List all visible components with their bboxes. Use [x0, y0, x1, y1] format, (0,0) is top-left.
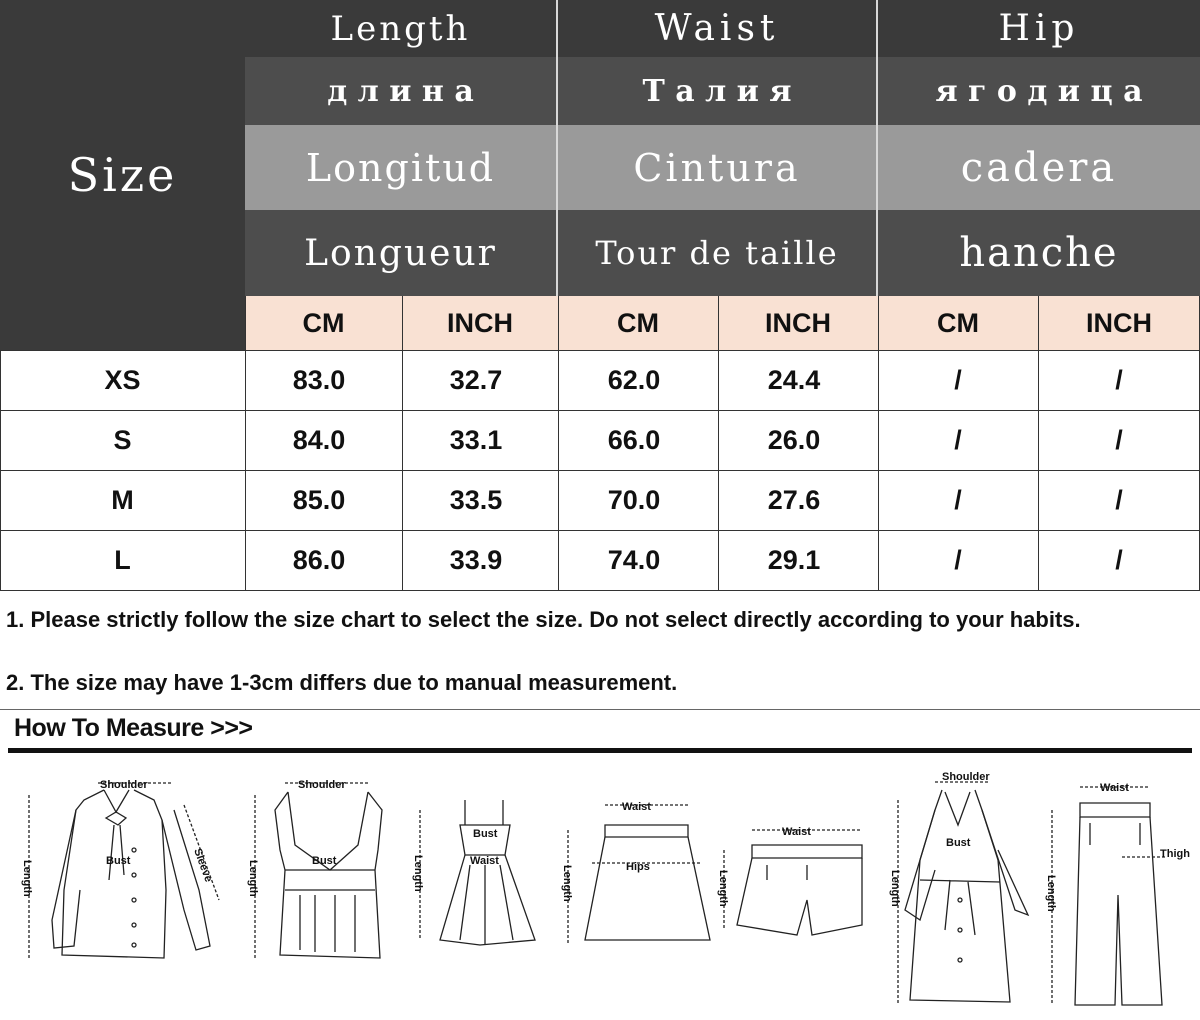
- length-header-fr: Longueur: [245, 210, 558, 296]
- label-bust: Bust: [946, 837, 971, 849]
- value-cell: 26.0: [767, 424, 821, 455]
- shorts-figure: [712, 820, 872, 950]
- grid-line: [0, 350, 1200, 351]
- grid-line: [0, 590, 1200, 591]
- value-cell: 33.1: [449, 424, 503, 455]
- value-cell: 74.0: [607, 544, 661, 575]
- hip-header-ru: я г о д и ц а: [878, 57, 1200, 125]
- label-thigh: Thigh: [1160, 848, 1190, 860]
- value-cell: 70.0: [607, 484, 661, 515]
- label-hips: Hips: [626, 861, 650, 873]
- value-cell: 27.6: [767, 484, 821, 515]
- value-cell: /: [1115, 424, 1123, 455]
- unit-hip-inch: INCH: [1038, 296, 1200, 350]
- value-cell: 24.4: [767, 364, 821, 395]
- size-header: Size: [0, 0, 245, 350]
- label-waist: Waist: [470, 855, 499, 867]
- value-cell: 83.0: [292, 364, 346, 395]
- size-cell: S: [113, 424, 132, 455]
- hip-header-fr: hanche: [878, 210, 1200, 296]
- grid-line: [402, 296, 403, 590]
- tank-top-figure: [240, 770, 390, 970]
- trousers-figure: [1040, 775, 1198, 1010]
- value-cell: /: [1115, 544, 1123, 575]
- grid-line: [0, 410, 1200, 411]
- note-1: 1. Please strictly follow the size chart to select the size. Do not select directly according to your habits.: [6, 607, 1081, 632]
- unit-length-inch: INCH: [402, 296, 558, 350]
- shorts-icon: [712, 820, 872, 950]
- size-cell: XS: [104, 364, 141, 395]
- coat-icon: [880, 770, 1040, 1010]
- grid-line: [245, 296, 246, 590]
- waist-header-fr: Tour de taille: [558, 210, 878, 296]
- value-cell: 84.0: [292, 424, 346, 455]
- length-header-en: Length: [245, 0, 558, 57]
- label-bust: Bust: [312, 855, 337, 867]
- label-length: Length: [21, 860, 33, 897]
- grid-line: [0, 350, 1, 590]
- trousers-icon: [1040, 775, 1198, 1010]
- blouse-figure: [14, 770, 234, 970]
- tank-top-icon: [240, 770, 390, 970]
- notes-divider: [0, 709, 1200, 710]
- value-cell: 33.5: [449, 484, 503, 515]
- unit-length-cm: CM: [245, 296, 402, 350]
- grid-line: [1038, 296, 1039, 590]
- label-bust: Bust: [473, 828, 498, 840]
- label-shoulder: Shoulder: [298, 779, 346, 791]
- blouse-icon: [14, 770, 234, 970]
- value-cell: /: [954, 424, 962, 455]
- unit-hip-cm: CM: [878, 296, 1038, 350]
- label-shoulder: Shoulder: [100, 779, 148, 791]
- value-cell: 29.1: [767, 544, 821, 575]
- unit-waist-inch: INCH: [718, 296, 878, 350]
- skirt-figure: [560, 795, 710, 955]
- size-cell: L: [114, 544, 131, 575]
- hip-header-en: Hip: [878, 0, 1200, 57]
- skirt-icon: [560, 795, 710, 955]
- label-waist: Waist: [622, 801, 651, 813]
- value-cell: /: [954, 544, 962, 575]
- label-length: Length: [561, 865, 573, 902]
- label-length: Length: [247, 860, 259, 897]
- size-cell: M: [111, 484, 134, 515]
- label-bust: Bust: [106, 855, 131, 867]
- value-cell: 86.0: [292, 544, 346, 575]
- label-shoulder: Shoulder: [942, 771, 990, 783]
- label-sleeve: Sleeve: [191, 846, 215, 884]
- grid-line: [0, 530, 1200, 531]
- label-length: Length: [412, 855, 424, 892]
- label-length: Length: [1045, 875, 1057, 912]
- how-to-measure-title: How To Measure >>>: [14, 714, 253, 742]
- label-length: Length: [717, 870, 729, 907]
- value-cell: 85.0: [292, 484, 346, 515]
- value-cell: 32.7: [449, 364, 503, 395]
- waist-header-es: Cintura: [558, 125, 878, 210]
- grid-line: [558, 296, 559, 590]
- value-cell: 62.0: [607, 364, 661, 395]
- value-cell: /: [1115, 364, 1123, 395]
- coat-figure: [880, 770, 1040, 1010]
- hip-header-es: cadera: [878, 125, 1200, 210]
- grid-line: [718, 296, 719, 590]
- label-waist: Waist: [782, 826, 811, 838]
- grid-line: [878, 296, 879, 590]
- value-cell: 33.9: [449, 544, 503, 575]
- label-length: Length: [889, 870, 901, 907]
- label-waist: Waist: [1100, 782, 1129, 794]
- length-header-ru: д л и н а: [245, 57, 558, 125]
- waist-header-ru: Т а л и я: [558, 57, 878, 125]
- unit-waist-cm: CM: [558, 296, 718, 350]
- title-underline: [8, 748, 1192, 753]
- grid-line: [0, 470, 1200, 471]
- value-cell: /: [1115, 484, 1123, 515]
- dress-figure: [405, 795, 555, 955]
- note-2: 2. The size may have 1-3cm differs due to manual measurement.: [6, 670, 678, 695]
- value-cell: /: [954, 364, 962, 395]
- waist-header-en: Waist: [558, 0, 878, 57]
- length-header-es: Longitud: [245, 125, 558, 210]
- value-cell: 66.0: [607, 424, 661, 455]
- dress-icon: [405, 795, 555, 955]
- value-cell: /: [954, 484, 962, 515]
